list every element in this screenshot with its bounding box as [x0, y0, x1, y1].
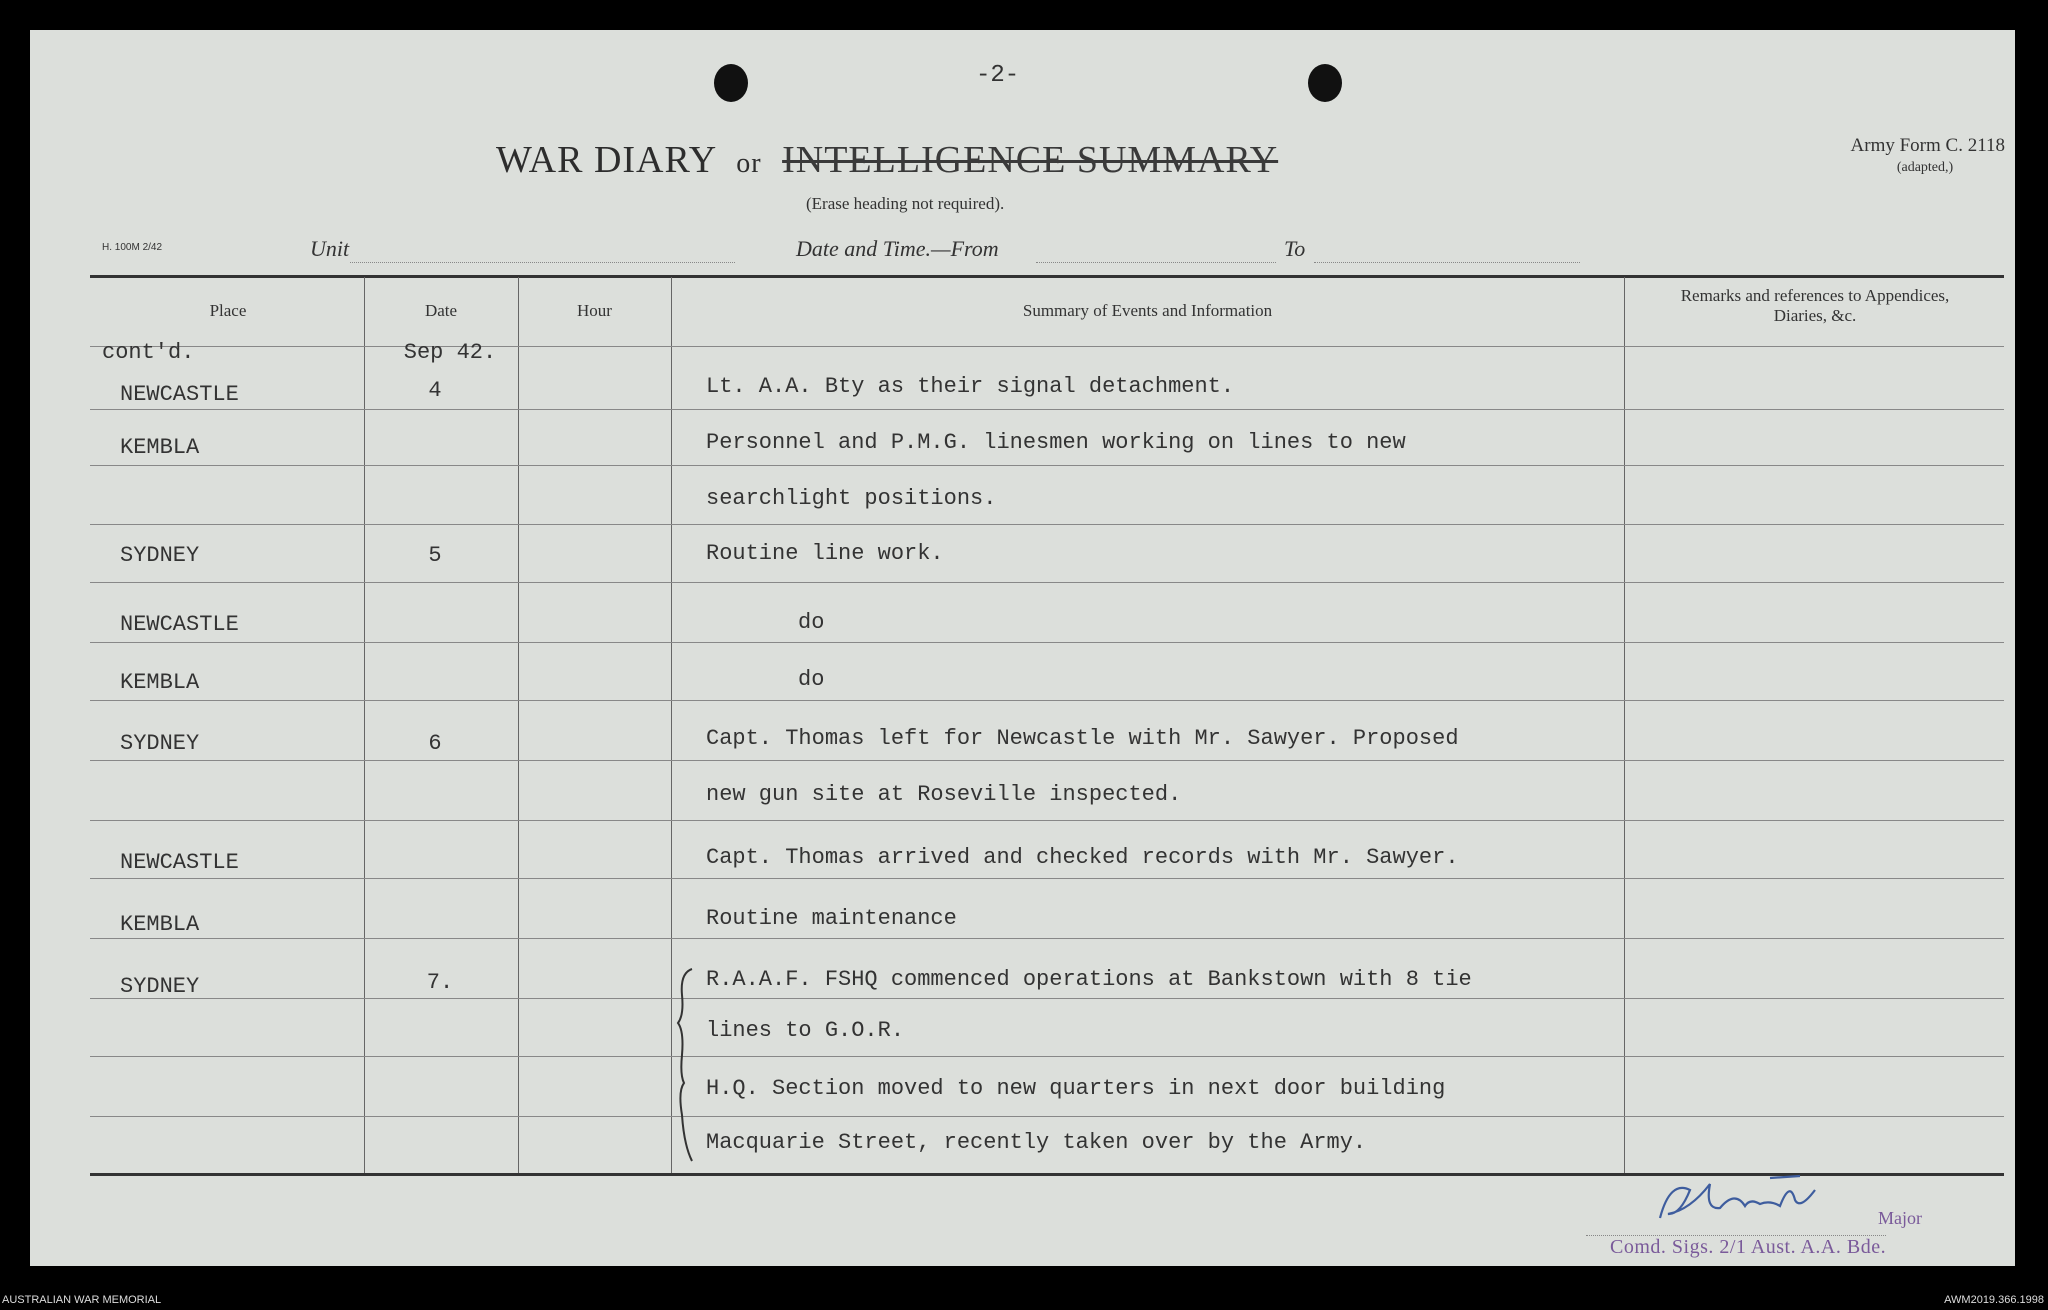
row-line [90, 524, 2004, 525]
brace-mark [670, 965, 700, 1165]
row-line [90, 760, 2004, 761]
place-cell: NEWCASTLE [120, 612, 239, 637]
remarks-column-header: Remarks and references to Appendices, Diaries, &c. [1680, 286, 1950, 325]
row-line [90, 820, 2004, 821]
place-cell: SYDNEY [120, 974, 200, 999]
hour-column-header: Hour [577, 301, 612, 320]
date-cell: 5 [428, 543, 442, 568]
place-column-header: Place [209, 301, 247, 320]
summary-cell: Lt. A.A. Bty as their signal detachment. [706, 374, 1235, 399]
place-cell: KEMBLA [120, 912, 200, 937]
column-divider [1624, 277, 1625, 1173]
place-cell: NEWCASTLE [120, 382, 239, 407]
summary-cell: Capt. Thomas arrived and checked records with Mr. Sawyer. [706, 845, 1459, 870]
row-line [90, 938, 2004, 939]
summary-cell: Routine maintenance [706, 906, 957, 931]
place-cell: cont'd. [102, 340, 195, 365]
date-time-label: Date and Time.—From [796, 236, 999, 261]
summary-cell: Routine line work. [706, 541, 944, 566]
punch-hole [714, 64, 748, 102]
summary-cell: searchlight positions. [706, 486, 997, 511]
unit-stamp: Comd. Sigs. 2/1 Aust. A.A. Bde. [1610, 1236, 1887, 1258]
punch-hole [1308, 64, 1342, 102]
or-word: or [736, 148, 762, 179]
date-cell: 4 [428, 378, 442, 403]
date-cell: 7. [426, 970, 454, 995]
footer-accession: AWM2019.366.1998 [1944, 1294, 2044, 1306]
army-form-number [1785, 135, 2005, 176]
column-divider [518, 277, 519, 1173]
place-cell: KEMBLA [120, 435, 200, 460]
summary-column-header: Summary of Events and Information [1022, 301, 1273, 320]
row-line [90, 346, 2004, 347]
row-line [90, 1056, 2004, 1057]
summary-cell: Capt. Thomas left for Newcastle with Mr. Sawyer. Proposed [706, 726, 1459, 751]
summary-cell: new gun site at Roseville inspected. [706, 782, 1182, 807]
row-line [90, 409, 2004, 410]
summary-cell: R.A.A.F. FSHQ commenced operations at Bankstown with 8 tie [706, 967, 1472, 992]
row-line [90, 582, 2004, 583]
table-top-rule [90, 275, 2004, 278]
place-cell: NEWCASTLE [120, 850, 239, 875]
to-label: To [1284, 236, 1306, 261]
summary-cell: H.Q. Section moved to new quarters in next door building [706, 1076, 1446, 1101]
unit-label: Unit [310, 236, 350, 261]
summary-cell: do [798, 667, 825, 692]
struck-heading: INTELLIGENCE SUMMARY [782, 139, 1279, 181]
row-line [90, 998, 2004, 999]
row-line [90, 1116, 2004, 1117]
row-line [90, 700, 2004, 701]
print-code: H. 100M 2/42 [102, 242, 163, 253]
footer-credit: AUSTRALIAN WAR MEMORIAL [2, 1294, 162, 1306]
column-divider [364, 277, 365, 1173]
handwritten-signature [1650, 1170, 1860, 1230]
summary-cell: Macquarie Street, recently taken over by the Army. [706, 1130, 1367, 1155]
from-field [1036, 262, 1276, 263]
summary-cell: Personnel and P.M.G. linesmen working on lines to new [706, 430, 1406, 455]
place-cell: KEMBLA [120, 670, 200, 695]
place-cell: SYDNEY [120, 731, 200, 756]
erase-note: (Erase heading not required). [806, 194, 1005, 213]
date-cell: 6 [428, 731, 442, 756]
row-line [90, 878, 2004, 879]
form-number: Army Form C. 2118 [1850, 135, 2005, 156]
form-adapted: (adapted,) [1896, 160, 1954, 175]
unit-field [350, 262, 735, 263]
war-diary-heading: WAR DIARY [496, 139, 716, 181]
summary-cell: do [798, 610, 825, 635]
to-field [1314, 262, 1580, 263]
date-cell: Sep 42. [403, 340, 497, 365]
summary-cell: lines to G.O.R. [706, 1018, 905, 1043]
date-column-header: Date [424, 301, 458, 320]
row-line [90, 642, 2004, 643]
place-cell: SYDNEY [120, 543, 200, 568]
page-number: -2- [976, 62, 1020, 89]
signatory-rank: Major [1878, 1208, 1922, 1228]
form-title [496, 138, 1278, 182]
row-line [90, 465, 2004, 466]
war-diary-sheet [30, 30, 2015, 1266]
